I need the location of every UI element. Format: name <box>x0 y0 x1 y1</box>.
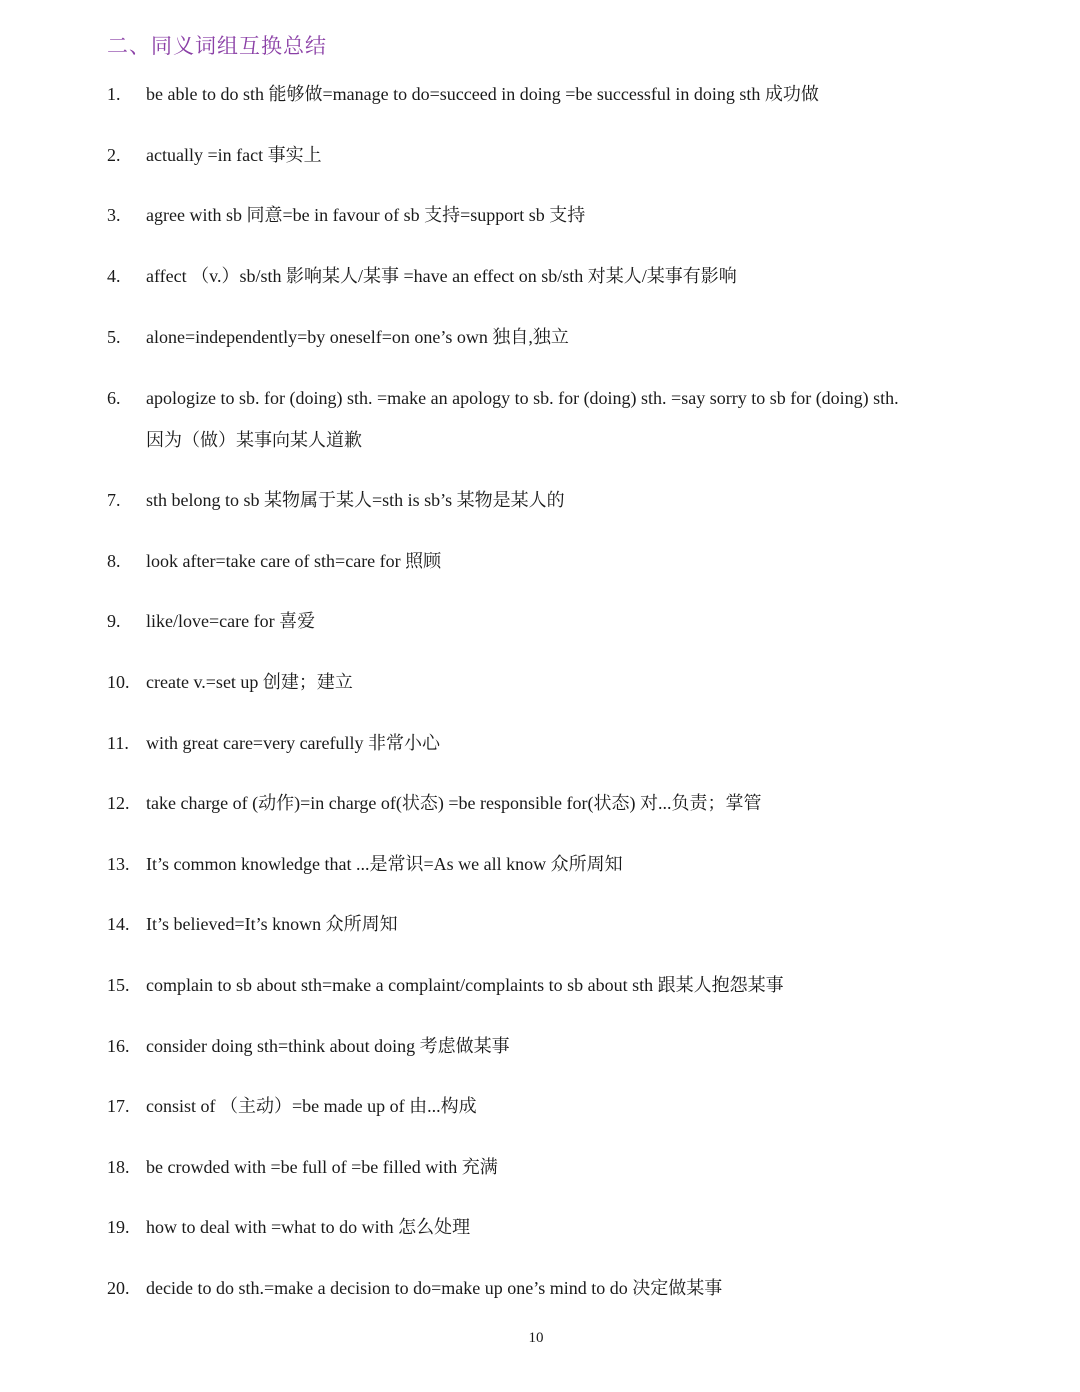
item-text: It’s believed=It’s known 众所周知 <box>146 914 398 934</box>
item-text: affect （v.）sb/sth 影响某人/某事 =have an effect on sb/sth 对某人/某事有影响 <box>146 266 737 286</box>
item-text: consist of （主动）=be made up of 由...构成 <box>146 1096 477 1116</box>
item-number: 18. <box>107 1157 130 1177</box>
item-number: 1. <box>107 84 121 104</box>
item-number: 11. <box>107 733 129 753</box>
item-number: 9. <box>107 611 121 631</box>
item-text: agree with sb 同意=be in favour of sb 支持=support sb 支持 <box>146 205 586 225</box>
item-text: sth belong to sb 某物属于某人=sth is sb’s 某物是某人的 <box>146 490 565 510</box>
item-text: be able to do sth 能够做=manage to do=succeed in doing =be successful in doing sth 成功做 <box>146 84 819 104</box>
item-text: how to deal with =what to do with 怎么处理 <box>146 1217 471 1237</box>
item-number: 15. <box>107 975 130 995</box>
item-number: 2. <box>107 145 121 165</box>
item-text: decide to do sth.=make a decision to do=make up one’s mind to do 决定做某事 <box>146 1278 723 1298</box>
item-text: apologize to sb. for (doing) sth. =make an apology to sb. for (doing) sth. =say sorry to sb for (doing) sth. <box>146 388 899 408</box>
item-text: It’s common knowledge that ...是常识=As we all know 众所周知 <box>146 854 623 874</box>
item-number: 8. <box>107 551 121 571</box>
item-text: actually =in fact 事实上 <box>146 145 322 165</box>
item-text: create v.=set up 创建；建立 <box>146 672 353 692</box>
page-title: 二、同义词组互换总结 <box>107 34 327 58</box>
item-number: 3. <box>107 205 121 225</box>
item-number: 20. <box>107 1278 130 1298</box>
item-text: take charge of (动作)=in charge of(状态) =be responsible for(状态) 对...负责；掌管 <box>146 793 762 813</box>
item-number: 5. <box>107 327 121 347</box>
item-number: 16. <box>107 1036 130 1056</box>
item-number: 7. <box>107 490 121 510</box>
item-number: 19. <box>107 1217 130 1237</box>
item-text: alone=independently=by oneself=on one’s own 独自,独立 <box>146 327 569 347</box>
item-text: consider doing sth=think about doing 考虑做某事 <box>146 1036 510 1056</box>
item-number: 17. <box>107 1096 130 1116</box>
item-number: 10. <box>107 672 130 692</box>
item-number: 13. <box>107 854 130 874</box>
item-text-continuation: 因为（做）某事向某人道歉 <box>146 430 362 450</box>
item-text: complain to sb about sth=make a complaint/complaints to sb about sth 跟某人抱怨某事 <box>146 975 784 995</box>
item-text: like/love=care for 喜爱 <box>146 611 316 631</box>
item-number: 4. <box>107 266 121 286</box>
item-text: look after=take care of sth=care for 照顾 <box>146 551 442 571</box>
item-text: be crowded with =be full of =be filled with 充满 <box>146 1157 498 1177</box>
item-number: 12. <box>107 793 130 813</box>
item-number: 6. <box>107 388 121 408</box>
page-number: 10 <box>528 1330 544 1346</box>
item-number: 14. <box>107 914 130 934</box>
item-text: with great care=very carefully 非常小心 <box>146 733 441 753</box>
list-item <box>0 387 1080 451</box>
